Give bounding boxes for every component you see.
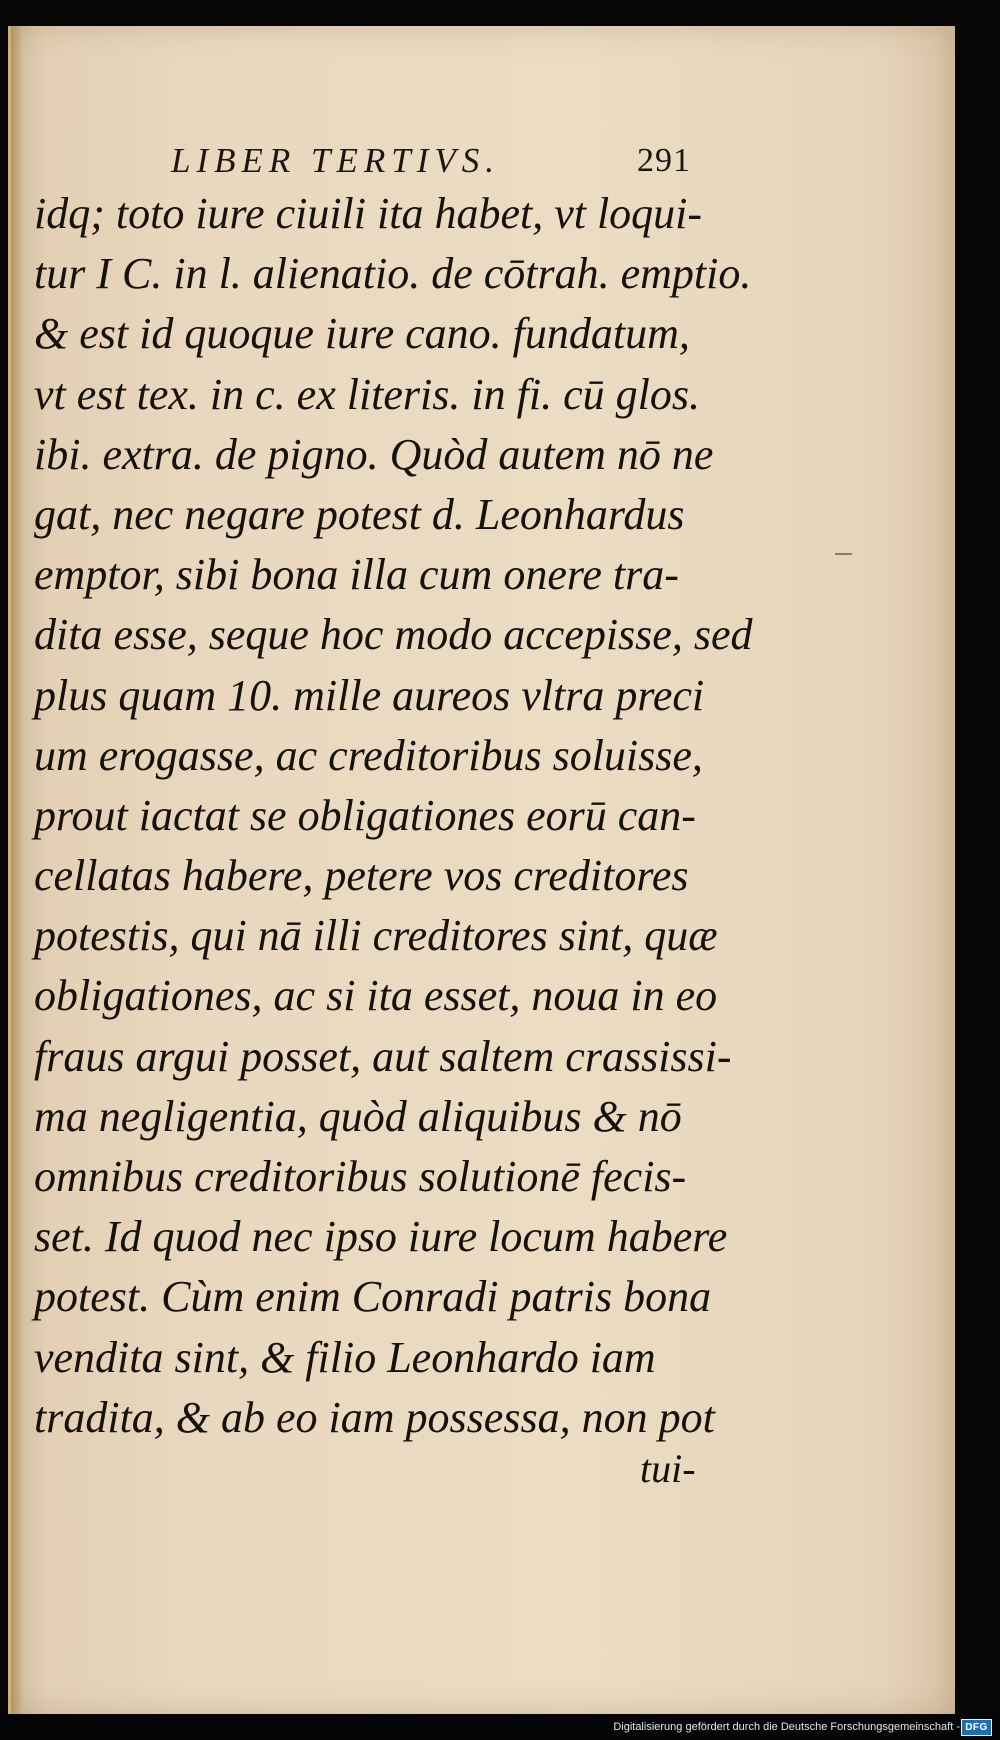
text-line: potestis, qui nā illi creditores sint, quæ: [34, 911, 718, 961]
text-line: dita esse, seque hoc modo accepisse, sed: [34, 610, 753, 660]
text-line: vt est tex. in c. ex literis. in fi. cū glos.: [34, 369, 700, 419]
page-number: 291: [637, 142, 691, 179]
text-line: tur I C. in l. alienatio. de cōtrah. emptio.: [34, 249, 752, 299]
text-line: um erogasse, ac creditoribus soluisse,: [34, 730, 703, 780]
page-spine-shadow: [11, 26, 23, 1714]
text-line: potest. Cùm enim Conradi patris bona: [34, 1272, 712, 1322]
dfg-logo: DFG: [961, 1719, 992, 1736]
text-line: ibi. extra. de pigno. Quòd autem nō ne: [34, 429, 714, 479]
running-head: [171, 138, 691, 184]
text-line: obligationes, ac si ita esset, noua in eo: [34, 971, 718, 1021]
text-line: ma negligentia, quòd aliquibus & nō: [34, 1091, 682, 1141]
body-text: [34, 184, 753, 1448]
text-line: cellatas habere, petere vos creditores: [34, 851, 689, 901]
text-line: vendita sint, & filio Leonhardo iam: [34, 1332, 656, 1382]
text-line: idq; toto iure ciuili ita habet, vt loqui-: [34, 189, 703, 238]
text-line: prout iactat se obligationes eorū can-: [34, 790, 696, 840]
text-line: set. Id quod nec ipso iure locum habere: [34, 1212, 728, 1262]
text-line: & est id quoque iure cano. fundatum,: [34, 309, 690, 359]
margin-mark: [835, 553, 852, 555]
text-line: omnibus creditoribus solutionē fecis-: [34, 1152, 687, 1201]
text-line: gat, nec negare potest d. Leonhardus: [34, 489, 685, 539]
text-line: tradita, & ab eo iam possessa, non pot: [34, 1392, 715, 1442]
running-head-title: LIBER TERTIVS.: [171, 141, 500, 180]
text-line: fraus argui posset, aut saltem crassissi-: [34, 1031, 732, 1081]
text-line: plus quam 10. mille aureos vltra preci: [34, 670, 705, 720]
catchword: tui-: [640, 1446, 696, 1491]
text-line: emptor, sibi bona illa cum onere tra-: [34, 550, 679, 600]
funding-note: Digitalisierung gefördert durch die Deutsche Forschungsgemeinschaft -: [613, 1721, 960, 1733]
